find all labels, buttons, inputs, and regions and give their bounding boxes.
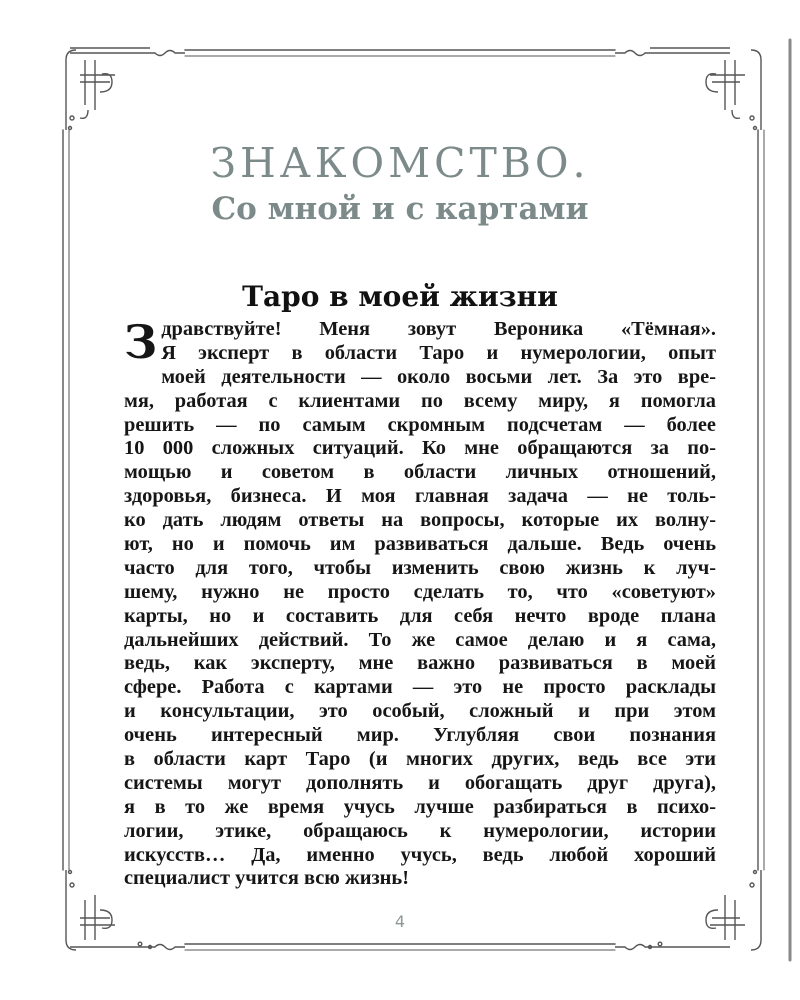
corner-ornament-top-left-icon [66, 48, 185, 130]
body-paragraph [124, 315, 716, 891]
text-line: здоровья, бизнеса. И моя главная задача — не толь- [124, 485, 716, 508]
text-line: 10 000 сложных ситуаций. Ко мне обращаются за по- [124, 437, 716, 460]
text-line: ведь, как эксперту, мне важно развиваться в моей [124, 652, 716, 675]
chapter-title: ЗНАКОМСТВО. [210, 139, 590, 187]
text-line: очень интересный мир. Углубляя свои познания [124, 724, 716, 747]
text-line: специалист учится всю жизнь! [124, 867, 410, 890]
text-line: шему, нужно не просто сделать то, что «советуют» [124, 580, 716, 603]
text-line: искусств… Да, именно учусь, ведь любой хороший [124, 843, 716, 866]
section-heading: Таро в моей жизни [242, 280, 558, 313]
text-line: дальнейших действий. То же самое делаю и я сама, [124, 628, 716, 651]
drop-cap: З [124, 315, 158, 369]
page-number: 4 [394, 912, 406, 931]
text-line: дравствуйте! Меня зовут Вероника «Тёмная». [161, 318, 716, 340]
text-line: ко дать людям ответы на вопросы, которые их волну- [124, 509, 716, 532]
text-line: я в то же время учусь лучше разбираться в психо- [124, 795, 716, 818]
text-line: мя, работая с клиентами по всему миру, я помогла [124, 389, 716, 412]
chapter-subtitle: Со мной и с картами [211, 191, 589, 227]
text-line: в области карт Таро (и многих других, ведь все эти [124, 748, 716, 771]
text-line: логии, этике, обращаюсь к нумерологии, истории [124, 819, 716, 842]
text-line: часто для того, чтобы изменить свою жизнь к луч- [124, 556, 716, 579]
text-line: Я эксперт в области Таро и нумерологии, опыт [161, 341, 716, 364]
text-line: системы могут дополнять и обогащать друг друга), [124, 771, 716, 794]
text-line: решить — по самым скромным подсчетам — более [124, 413, 716, 436]
text-line: и консультации, это особый, сложный и при этом [124, 700, 716, 723]
corner-ornament-top-right-icon [615, 48, 761, 130]
text-line: сфере. Работа с картами — это не просто расклады [124, 676, 716, 699]
text-line: моей деятельности — около восьми лет. За это вре- [161, 365, 716, 388]
text-line: ют, но и помочь им развиваться дальше. Ведь очень [124, 533, 716, 556]
text-line: мощью и советом в области личных отношений, [124, 461, 716, 484]
text-line: карты, но и составить для себя нечто вроде плана [124, 604, 716, 627]
